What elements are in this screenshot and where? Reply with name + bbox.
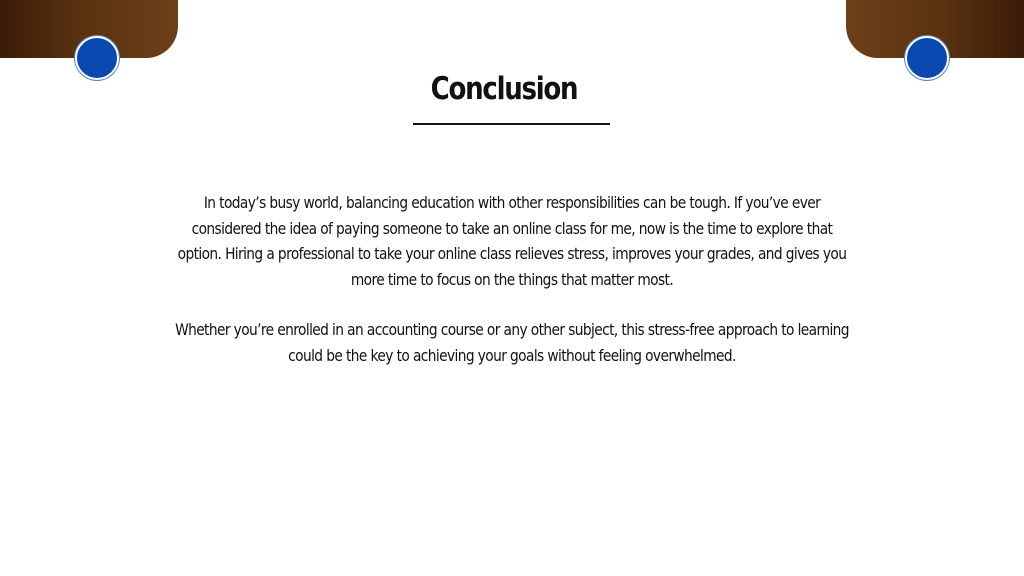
slide-title: Conclusion [430,71,578,107]
body-paragraph-1: In today’s busy world, balancing education with other responsibilities can be tough. If you’ve ever considered the idea of paying someone to take an online class for me, now is the time to explore that option. Hiring a professional to take your online class relieves stress, improves your grades, and gives you more time to focus on the things that matter most. [177,193,847,289]
body-paragraph-2: Whether you’re enrolled in an accounting course or any other subject, this stress-free approach to learning could be the key to achieving your goals without feeling overwhelmed. [175,320,849,365]
title-underline [413,123,610,125]
slide-body [170,190,854,368]
